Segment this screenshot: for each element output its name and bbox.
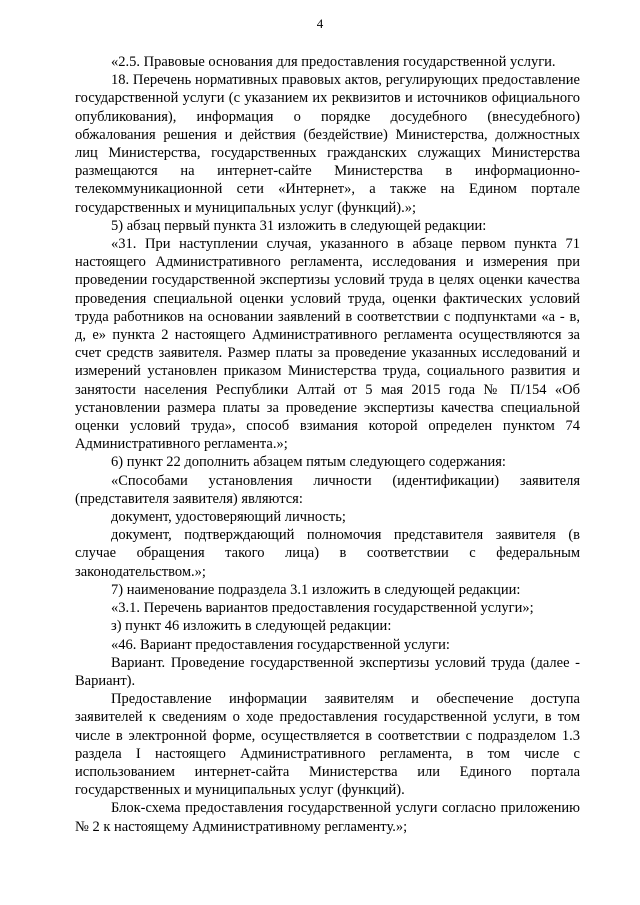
- paragraph-variant: Вариант. Проведение государственной экспертизы условий труда (далее - Вариант).: [75, 654, 580, 689]
- paragraph-identification-methods: «Способами установления личности (идентификации) заявителя (представителя заявителя) являются:: [75, 472, 580, 507]
- paragraph-section-2-5-heading: «2.5. Правовые основания для предоставления государственной услуги.: [111, 54, 556, 70]
- paragraph-amendment-item-46: з) пункт 46 изложить в следующей редакции:: [111, 618, 392, 635]
- paragraph-amendment-7: 7) наименование подраздела 3.1 изложить в следующей редакции:: [111, 581, 521, 598]
- paragraph-item-31: «31. При наступлении случая, указанного в абзаце первом пункта 71 настоящего Административного регламента, исследования и измерения при проведении государственной экспертизы условий труда в целях оценки качества проведения специальной оценки условий труда, оценки фактических условий труда работников на основании заявлений в соответствии с подпунктами «а - в, д, е» пункта 2 настоящего Административного регламента осуществляются за счет средств заявителя. Размер платы за проведение указанных исследований и измерений установлен приказом Министерства труда, социального развития и занятости населения Республики Алтай от 5 мая 2015 года № П/154 «Об установлении размера платы за проведение экспертизы качества специальной оценки условий труда», способ взимания которой определен пунктом 74 Административного регламента.»;: [75, 236, 580, 453]
- paragraph-flowchart-reference: Блок-схема предоставления государственной услуги согласно приложению № 2 к настоящему Административному регламенту.»;: [75, 800, 580, 835]
- paragraph-amendment-6: 6) пункт 22 дополнить абзацем пятым следующего содержания:: [111, 454, 506, 471]
- paragraph-identity-document: документ, удостоверяющий личность;: [111, 509, 346, 526]
- paragraph-item-46: «46. Вариант предоставления государственной услуги:: [111, 636, 450, 653]
- page-number: 4: [316, 16, 324, 31]
- paragraph-information-access: Предоставление информации заявителям и обеспечение доступа заявителей к сведениям о ходе предоставления государственной услуги, в том числе в электронной форме, осуществляется в соответствии с подразделом 1.3 раздела I настоящего Административного регламента, в том числе с использованием интернет-сайта Министерства или Единого портала государственных и муниципальных услуг (функций).: [75, 691, 580, 799]
- paragraph-subsection-3-1-title: «3.1. Перечень вариантов предоставления государственной услуги»;: [111, 600, 534, 617]
- document-body: [75, 53, 580, 836]
- paragraph-authority-document: документ, подтверждающий полномочия представителя заявителя (в случае обращения такого лица) в соответствии с федеральным законодательством.»;: [75, 527, 580, 580]
- paragraph-amendment-5: 5) абзац первый пункта 31 изложить в следующей редакции:: [111, 217, 487, 234]
- paragraph-item-18: 18. Перечень нормативных правовых актов, регулирующих предоставление государственной услуги (с указанием их реквизитов и источников официального опубликования), информация о порядке досудебного (внесудебного) обжалования решения и действия (бездействие) Министерства, должностных лиц Министерства, государственных гражданских служащих Министерства размещаются на интернет-сайте Министерства в информационно-телекоммуникационной сети «Интернет», а также на Едином портале государственных и муниципальных услуг (функций).»;: [75, 72, 580, 216]
